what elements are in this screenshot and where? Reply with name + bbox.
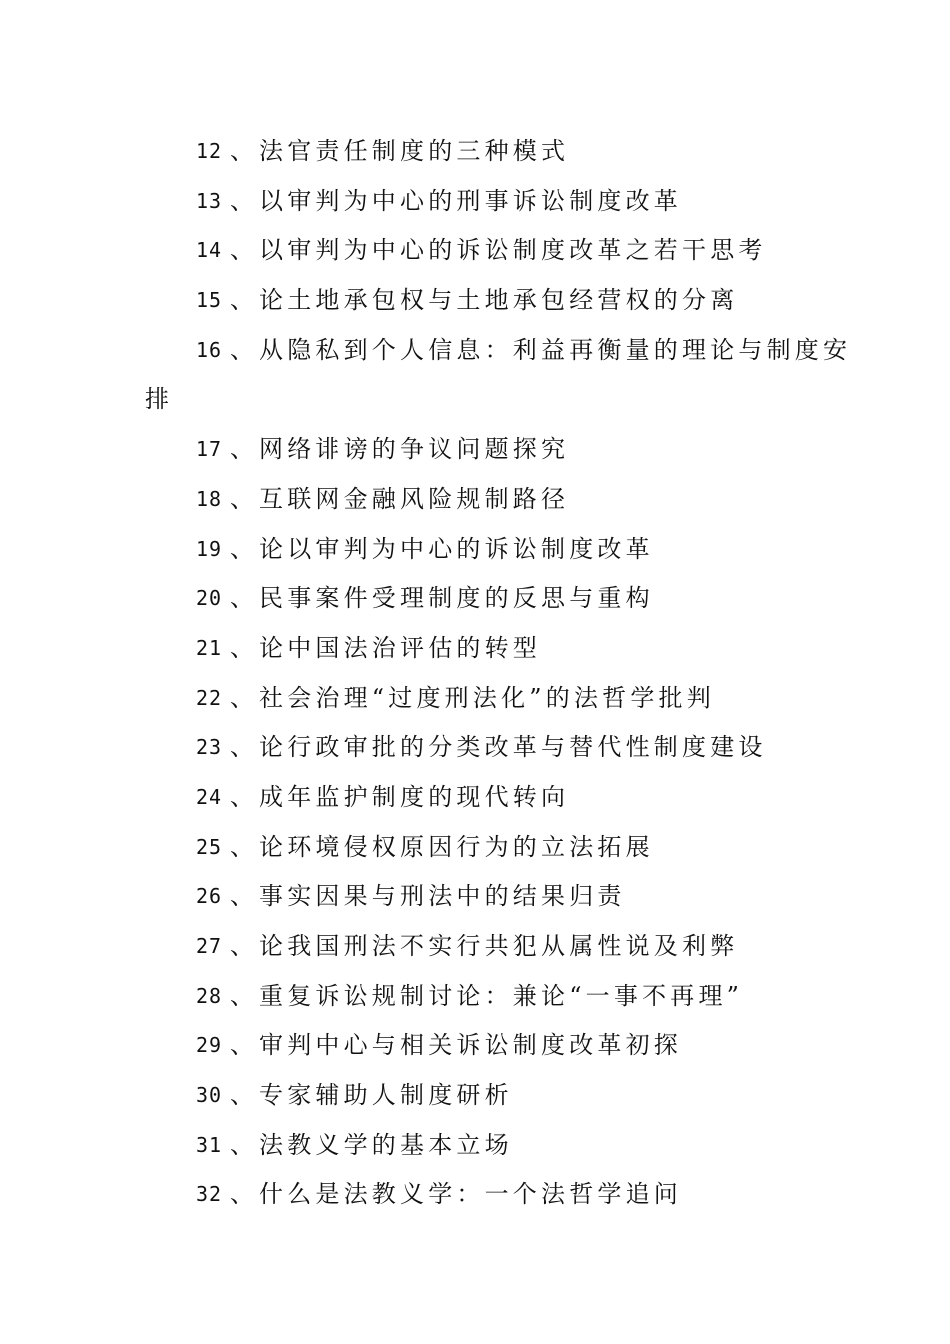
list-item <box>0 972 950 1022</box>
item-title: 专家辅助人制度研析 <box>259 1081 513 1110</box>
item-title: 以审判为中心的刑事诉讼制度改革 <box>259 186 682 215</box>
item-number: 32 <box>196 1182 223 1207</box>
item-title: 互联网金融风险规制路径 <box>259 484 570 513</box>
item-title: 论环境侵权原因行为的立法拓展 <box>259 832 654 861</box>
item-number: 12 <box>196 139 223 163</box>
item-number: 26 <box>196 884 223 909</box>
item-number: 30 <box>196 1083 223 1108</box>
item-number: 15 <box>196 288 223 313</box>
item-title: 论以审判为中心的诉讼制度改革 <box>259 534 654 563</box>
item-number: 27 <box>196 934 223 958</box>
list-item <box>0 574 950 624</box>
item-separator: 、 <box>230 1081 259 1110</box>
item-number: 28 <box>196 983 223 1008</box>
item-number: 22 <box>196 685 223 710</box>
list-item <box>0 525 950 575</box>
item-separator: 、 <box>230 335 259 364</box>
item-title: 社会治理“过度刑法化”的法哲学批判 <box>259 683 715 712</box>
item-number: 13 <box>196 188 223 213</box>
item-number: 24 <box>196 784 223 809</box>
item-separator: 、 <box>230 782 259 811</box>
item-separator: 、 <box>230 733 259 762</box>
item-number: 14 <box>196 238 223 263</box>
list-item <box>0 723 950 773</box>
list-item <box>0 127 950 177</box>
item-number: 29 <box>196 1033 223 1058</box>
item-title: 法官责任制度的三种模式 <box>259 137 570 165</box>
list-item <box>0 177 950 227</box>
article-list <box>0 127 950 1220</box>
list-item <box>0 1071 950 1121</box>
list-item <box>0 922 950 972</box>
item-separator: 、 <box>230 137 259 165</box>
item-title: 重复诉讼规制讨论：兼论“一事不再理” <box>259 981 744 1010</box>
item-title: 以审判为中心的诉讼制度改革之若干思考 <box>259 236 767 265</box>
item-separator: 、 <box>230 286 259 315</box>
item-title: 法教义学的基本立场 <box>259 1130 513 1159</box>
item-separator: 、 <box>230 1180 259 1209</box>
list-item <box>0 1170 950 1220</box>
item-title: 论土地承包权与土地承包经营权的分离 <box>259 286 739 315</box>
item-number: 23 <box>196 735 223 760</box>
item-number: 21 <box>196 635 223 660</box>
item-separator: 、 <box>230 683 259 712</box>
list-item <box>0 425 950 475</box>
item-separator: 、 <box>230 832 259 861</box>
list-item <box>0 226 950 276</box>
item-title: 事实因果与刑法中的结果归责 <box>259 882 626 911</box>
item-separator: 、 <box>230 584 259 613</box>
list-item <box>0 872 950 922</box>
item-title: 什么是法教义学：一个法哲学追问 <box>259 1180 682 1209</box>
item-separator: 、 <box>230 932 259 960</box>
list-item-continuation <box>0 375 950 425</box>
item-number: 25 <box>196 834 223 859</box>
item-separator: 、 <box>230 534 259 563</box>
item-separator: 、 <box>230 186 259 215</box>
list-item <box>0 624 950 674</box>
item-number: 31 <box>196 1132 223 1157</box>
item-title: 论中国法治评估的转型 <box>259 633 541 662</box>
item-separator: 、 <box>230 981 259 1010</box>
item-title: 成年监护制度的现代转向 <box>259 782 570 811</box>
item-title: 网络诽谤的争议问题探究 <box>259 435 570 464</box>
item-separator: 、 <box>230 1130 259 1159</box>
item-separator: 、 <box>230 882 259 911</box>
item-title: 论我国刑法不实行共犯从属性说及利弊 <box>259 932 739 960</box>
item-title: 审判中心与相关诉讼制度改革初探 <box>259 1031 682 1060</box>
item-separator: 、 <box>230 236 259 265</box>
list-item <box>0 475 950 525</box>
item-title: 从隐私到个人信息：利益再衡量的理论与制度安 <box>259 335 852 364</box>
list-item <box>0 773 950 823</box>
list-item <box>0 1121 950 1171</box>
item-number: 19 <box>196 536 223 561</box>
item-title: 民事案件受理制度的反思与重构 <box>259 584 654 613</box>
item-title: 论行政审批的分类改革与替代性制度建设 <box>259 733 767 762</box>
item-separator: 、 <box>230 484 259 513</box>
item-number: 20 <box>196 586 223 611</box>
list-item <box>0 823 950 873</box>
item-title-continuation: 排 <box>145 385 174 414</box>
item-separator: 、 <box>230 435 259 464</box>
item-number: 16 <box>196 337 223 362</box>
item-number: 18 <box>196 486 223 511</box>
item-number: 17 <box>196 437 223 462</box>
list-item <box>0 326 950 376</box>
item-separator: 、 <box>230 1031 259 1060</box>
list-item <box>0 674 950 724</box>
list-item <box>0 1021 950 1071</box>
list-item <box>0 276 950 326</box>
item-separator: 、 <box>230 633 259 662</box>
